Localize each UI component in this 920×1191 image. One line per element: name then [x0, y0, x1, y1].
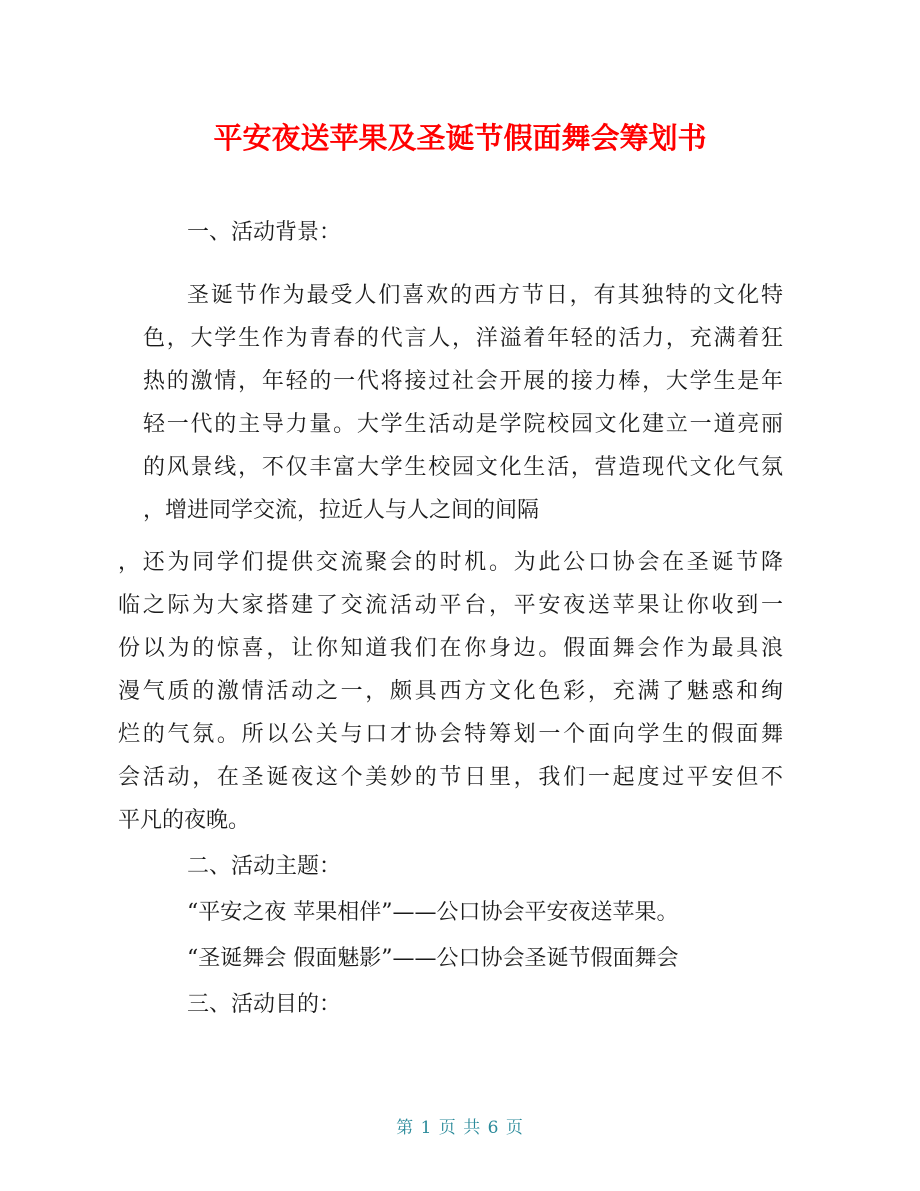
document-title: 平安夜送苹果及圣诞节假面舞会筹划书 — [213, 121, 707, 155]
paragraph-line: 份以为的惊喜，让你知道我们在你身边。假面舞会作为最具浪 — [118, 636, 783, 661]
paragraph-line: 临之际为大家搭建了交流活动平台，平安夜送苹果让你收到一 — [118, 593, 783, 618]
document-body — [143, 213, 783, 531]
section-heading-theme: 二、活动主题： — [187, 854, 342, 879]
paragraph-line: 平凡的夜晚。 — [118, 808, 251, 833]
paragraph-line: 圣诞节作为最受人们喜欢的西方节日，有其独特的文化特 — [187, 283, 783, 308]
paragraph-line: 漫气质的激情活动之一，颇具西方文化色彩，充满了魅惑和绚 — [118, 679, 783, 704]
paragraph-line: 热的激情，年轻的一代将接过社会开展的接力棒，大学生是年 — [143, 369, 783, 394]
page-number-footer: 第 1 页 共 6 页 — [396, 1118, 524, 1138]
section-heading-purpose: 三、活动目的： — [187, 992, 342, 1017]
theme-line-2: “圣诞舞会 假面魅影”——公口协会圣诞节假面舞会 — [187, 946, 679, 971]
theme-line-1: “平安之夜 苹果相伴”——公口协会平安夜送苹果。 — [187, 900, 679, 925]
document-body-continued — [118, 543, 783, 1025]
section-heading-background: 一、活动背景： — [187, 220, 342, 245]
paragraph-line: 色，大学生作为青春的代言人，洋溢着年轻的活力，充满着狂 — [143, 326, 783, 351]
paragraph-line: 轻一代的主导力量。大学生活动是学院校园文化建立一道亮丽 — [143, 412, 783, 437]
paragraph-line: 的风景线，不仅丰富大学生校园文化生活，营造现代文化气氛 — [143, 455, 783, 480]
paragraph-line: ，增进同学交流，拉近人与人之间的间隔 — [143, 498, 540, 523]
paragraph-line: ，还为同学们提供交流聚会的时机。为此公口协会在圣诞节降 — [118, 550, 783, 575]
paragraph-line: 会活动，在圣诞夜这个美妙的节日里，我们一起度过平安但不 — [118, 765, 783, 790]
paragraph-line: 烂的气氛。所以公关与口才协会特筹划一个面向学生的假面舞 — [118, 722, 783, 747]
